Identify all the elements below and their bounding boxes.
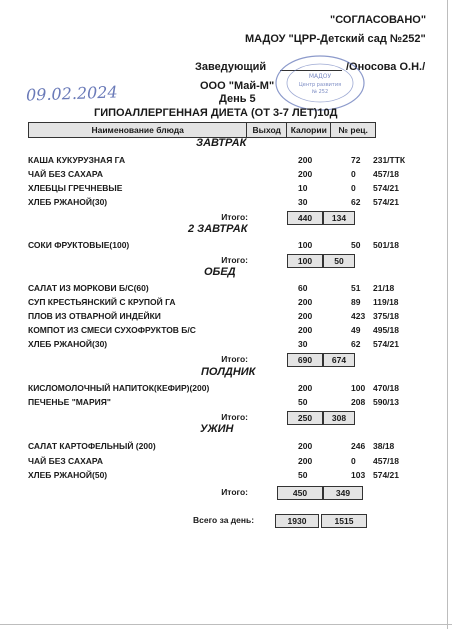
total-label: Итого:: [221, 354, 248, 364]
menu-row: [28, 297, 418, 309]
column-recipe-header: № рец.: [331, 123, 376, 138]
dish-output: 50: [298, 397, 308, 407]
dish-name: ХЛЕБЦЫ ГРЕЧНЕВЫЕ: [28, 183, 123, 193]
dish-output: 60: [298, 283, 308, 293]
menu-row: [28, 169, 418, 181]
column-name-header: Наименование блюда: [29, 123, 247, 138]
dish-calories: 246: [351, 441, 366, 451]
dish-output: 200: [298, 155, 313, 165]
grand-total-output: 1930: [275, 514, 319, 528]
section-title-dinner: УЖИН: [200, 423, 234, 435]
section-total: [28, 411, 348, 424]
section-total: [28, 486, 351, 499]
menu-row: [28, 339, 418, 351]
total-output: 450: [277, 486, 323, 500]
dish-recipe: 457/18: [373, 169, 399, 179]
dish-recipe: 21/18: [373, 283, 395, 293]
dish-recipe: 470/18: [373, 383, 399, 393]
dish-calories: 50: [351, 240, 361, 250]
supplier-name: ООО "Май-М": [200, 80, 275, 92]
dish-recipe: 495/18: [373, 325, 399, 335]
dish-name: ЧАЙ БЕЗ САХАРА: [28, 169, 103, 179]
dish-name: ЧАЙ БЕЗ САХАРА: [28, 456, 103, 466]
dish-name: ПЛОВ ИЗ ОТВАРНОЙ ИНДЕЙКИ: [28, 311, 161, 321]
column-output-header: Выход: [247, 123, 287, 138]
dish-name: СУП КРЕСТЬЯНСКИЙ С КРУПОЙ ГА: [28, 297, 176, 307]
dish-recipe: 38/18: [373, 441, 395, 451]
menu-row: [28, 456, 418, 468]
day-label: День 5: [219, 93, 256, 105]
total-calories: 674: [323, 353, 355, 367]
round-stamp-seal: [272, 52, 368, 114]
menu-header-table: [28, 122, 376, 138]
handwritten-date: 09.02.2024: [25, 82, 118, 105]
dish-recipe: 231/ТТК: [373, 155, 406, 165]
dish-calories: 62: [351, 339, 361, 349]
total-output: 690: [287, 353, 323, 367]
section-total: [28, 353, 348, 366]
total-label: Итого:: [221, 487, 248, 497]
menu-row: [28, 325, 418, 337]
dish-name: ХЛЕБ РЖАНОЙ(30): [28, 339, 108, 349]
total-label: Итого:: [221, 412, 248, 422]
dish-calories: 72: [351, 155, 361, 165]
menu-row: [28, 183, 418, 195]
menu-row: [28, 197, 418, 209]
dish-calories: 0: [351, 183, 356, 193]
dish-name: ХЛЕБ РЖАНОЙ(30): [28, 197, 108, 207]
dish-name: САЛАТ КАРТОФЕЛЬНЫЙ (200): [28, 441, 156, 451]
head-name: /Оносова О.Н./: [346, 61, 426, 73]
dish-output: 30: [298, 197, 308, 207]
column-calories-header: Калории: [287, 123, 331, 138]
dish-calories: 49: [351, 325, 361, 335]
section-title-breakfast: ЗАВТРАК: [196, 137, 247, 149]
grand-total: [28, 514, 388, 527]
dish-calories: 103: [351, 470, 366, 480]
svg-text:№ 252: № 252: [311, 89, 329, 95]
section-title-second-breakfast: 2 ЗАВТРАК: [188, 223, 248, 235]
total-calories: 349: [323, 486, 363, 500]
dish-calories: 0: [351, 456, 356, 466]
dish-recipe: 457/18: [373, 456, 399, 466]
section-title-afternoon-snack: ПОЛДНИК: [201, 366, 256, 378]
total-label: Итого:: [221, 212, 248, 222]
section-total: [28, 254, 348, 267]
organization-name: МАДОУ "ЦРР-Детский сад №252": [245, 33, 426, 45]
dish-calories: 62: [351, 197, 361, 207]
dish-calories: 208: [351, 397, 366, 407]
dish-recipe: 501/18: [373, 240, 399, 250]
dish-output: 200: [298, 311, 313, 321]
menu-row: [28, 240, 418, 252]
total-calories: 134: [323, 211, 355, 225]
grand-total-label: Всего за день:: [193, 515, 255, 525]
dish-output: 100: [298, 240, 313, 250]
dish-name: ПЕЧЕНЬЕ "МАРИЯ": [28, 397, 111, 407]
total-calories: 50: [323, 254, 355, 268]
dish-recipe: 119/18: [373, 297, 399, 307]
dish-output: 200: [298, 456, 313, 466]
dish-name: КАША КУКУРУЗНАЯ ГА: [28, 155, 126, 165]
menu-row: [28, 470, 418, 482]
grand-total-calories: 1515: [321, 514, 367, 528]
dish-recipe: 590/13: [373, 397, 399, 407]
dish-output: 50: [298, 470, 308, 480]
dish-name: СОКИ ФРУКТОВЫЕ(100): [28, 240, 130, 250]
dish-name: КОМПОТ ИЗ СМЕСИ СУХОФРУКТОВ Б/С: [28, 325, 196, 335]
menu-row: [28, 311, 418, 323]
dish-name: КИСЛОМОЛОЧНЫЙ НАПИТОК(КЕФИР)(200): [28, 383, 210, 393]
dish-recipe: 375/18: [373, 311, 399, 321]
head-label: Заведующий: [195, 61, 267, 73]
dish-output: 200: [298, 169, 313, 179]
dish-output: 200: [298, 297, 313, 307]
dish-calories: 423: [351, 311, 366, 321]
total-calories: 308: [323, 411, 355, 425]
approved-heading: "СОГЛАСОВАНО": [330, 14, 427, 26]
total-output: 440: [287, 211, 323, 225]
page-edge-right: [447, 0, 448, 629]
menu-row: [28, 155, 418, 167]
dish-output: 200: [298, 441, 313, 451]
dish-recipe: 574/21: [373, 339, 399, 349]
page-edge-bottom: [0, 624, 452, 625]
dish-output: 200: [298, 383, 313, 393]
total-output: 250: [287, 411, 323, 425]
menu-row: [28, 441, 418, 453]
svg-text:МАДОУ: МАДОУ: [308, 73, 332, 80]
svg-text:Центр развития: Центр развития: [298, 82, 342, 88]
section-title-lunch: ОБЕД: [204, 266, 236, 278]
dish-recipe: 574/21: [373, 183, 399, 193]
dish-recipe: 574/21: [373, 470, 399, 480]
menu-title: ГИПОАЛЛЕРГЕННАЯ ДИЕТА (ОТ 3-7 ЛЕТ)10Д: [94, 107, 338, 119]
total-label: Итого:: [221, 255, 248, 265]
total-output: 100: [287, 254, 323, 268]
dish-calories: 89: [351, 297, 361, 307]
dish-output: 30: [298, 339, 308, 349]
dish-name: САЛАТ ИЗ МОРКОВИ Б/С(60): [28, 283, 149, 293]
dish-recipe: 574/21: [373, 197, 399, 207]
dish-calories: 51: [351, 283, 361, 293]
menu-row: [28, 397, 418, 409]
dish-output: 10: [298, 183, 308, 193]
dish-calories: 0: [351, 169, 356, 179]
menu-row: [28, 383, 418, 395]
menu-row: [28, 283, 418, 295]
dish-output: 200: [298, 325, 313, 335]
dish-calories: 100: [351, 383, 366, 393]
dish-name: ХЛЕБ РЖАНОЙ(50): [28, 470, 108, 480]
